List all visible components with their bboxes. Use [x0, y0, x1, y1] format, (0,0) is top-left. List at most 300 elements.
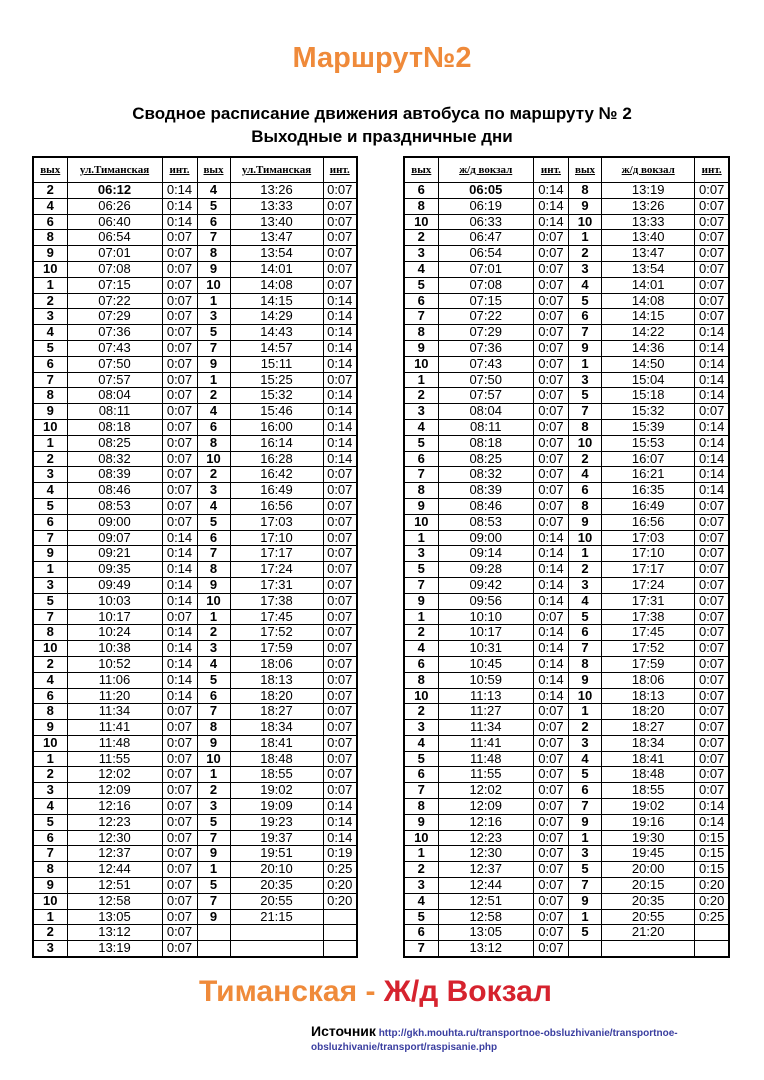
depot-number-cell: 2 — [404, 625, 438, 641]
depot-number-cell: 10 — [33, 641, 67, 657]
depot-number-cell: 9 — [197, 356, 230, 372]
interval-cell: 0:07 — [323, 751, 357, 767]
depot-number-cell: 1 — [33, 751, 67, 767]
depot-number-cell: 5 — [197, 878, 230, 894]
departure-time-cell: 14:43 — [230, 325, 323, 341]
departure-time-cell: 08:53 — [67, 498, 162, 514]
column-header-depot-number: вых — [404, 157, 438, 183]
table-row — [404, 909, 729, 925]
interval-cell — [323, 909, 357, 925]
depot-number-cell: 2 — [33, 451, 67, 467]
interval-cell: 0:14 — [695, 483, 729, 499]
table-row — [404, 451, 729, 467]
depot-number-cell: 2 — [404, 230, 438, 246]
interval-cell: 0:07 — [695, 751, 729, 767]
interval-cell: 0:15 — [695, 862, 729, 878]
departure-time-cell: 14:15 — [602, 309, 695, 325]
departure-time-cell: 06:40 — [67, 214, 162, 230]
departure-time-cell: 14:50 — [602, 356, 695, 372]
depot-number-cell: 1 — [568, 356, 601, 372]
depot-number-cell: 7 — [33, 372, 67, 388]
departure-time-cell: 13:47 — [230, 230, 323, 246]
interval-cell: 0:14 — [695, 451, 729, 467]
table-row — [404, 625, 729, 641]
table-row — [404, 893, 729, 909]
depot-number-cell: 9 — [197, 846, 230, 862]
depot-number-cell: 6 — [33, 214, 67, 230]
departure-time-cell: 12:16 — [438, 814, 533, 830]
depot-number-cell: 6 — [33, 688, 67, 704]
interval-cell: 0:07 — [162, 498, 197, 514]
table-row — [33, 404, 357, 420]
departure-time-cell: 18:48 — [602, 767, 695, 783]
table-row — [33, 498, 357, 514]
depot-number-cell: 1 — [568, 830, 601, 846]
depot-number-cell: 5 — [33, 593, 67, 609]
depot-number-cell: 4 — [404, 419, 438, 435]
departure-time-cell: 15:11 — [230, 356, 323, 372]
column-header-depot-number: вых — [568, 157, 601, 183]
depot-number-cell: 1 — [404, 372, 438, 388]
depot-number-cell: 9 — [33, 546, 67, 562]
depot-number-cell: 6 — [33, 514, 67, 530]
depot-number-cell: 9 — [197, 735, 230, 751]
interval-cell: 0:14 — [695, 467, 729, 483]
depot-number-cell: 4 — [404, 893, 438, 909]
depot-number-cell: 7 — [404, 941, 438, 957]
interval-cell: 0:14 — [323, 340, 357, 356]
depot-number-cell: 4 — [33, 672, 67, 688]
table-row — [33, 672, 357, 688]
departure-time-cell: 09:07 — [67, 530, 162, 546]
table-row — [404, 846, 729, 862]
departure-time-cell: 08:04 — [438, 404, 533, 420]
departure-time-cell: 14:01 — [230, 261, 323, 277]
table-row — [404, 277, 729, 293]
departure-time-cell: 17:59 — [602, 656, 695, 672]
departure-time-cell: 19:02 — [230, 783, 323, 799]
depot-number-cell: 10 — [33, 261, 67, 277]
departure-time-cell: 20:55 — [602, 909, 695, 925]
depot-number-cell: 5 — [404, 277, 438, 293]
departure-time-cell: 14:08 — [602, 293, 695, 309]
departure-time-cell: 15:39 — [602, 419, 695, 435]
departure-time-cell: 07:36 — [438, 340, 533, 356]
depot-number-cell: 10 — [404, 688, 438, 704]
table-row — [33, 514, 357, 530]
depot-number-cell: 9 — [568, 198, 601, 214]
departure-time-cell: 12:23 — [438, 830, 533, 846]
table-row — [404, 767, 729, 783]
interval-cell: 0:07 — [323, 467, 357, 483]
table-row — [33, 609, 357, 625]
interval-cell: 0:07 — [533, 925, 568, 941]
interval-cell: 0:07 — [533, 799, 568, 815]
depot-number-cell: 7 — [33, 609, 67, 625]
interval-cell: 0:07 — [533, 514, 568, 530]
interval-cell: 0:14 — [695, 372, 729, 388]
departure-time-cell: 11:55 — [438, 767, 533, 783]
interval-cell: 0:07 — [323, 562, 357, 578]
depot-number-cell: 4 — [404, 641, 438, 657]
depot-number-cell: 8 — [33, 625, 67, 641]
departure-time-cell: 13:54 — [230, 246, 323, 262]
table-row — [404, 656, 729, 672]
interval-cell: 0:07 — [695, 277, 729, 293]
depot-number-cell: 1 — [568, 546, 601, 562]
depot-number-cell: 3 — [33, 309, 67, 325]
table-row — [33, 246, 357, 262]
depot-number-cell: 9 — [33, 720, 67, 736]
interval-cell: 0:14 — [323, 325, 357, 341]
interval-cell: 0:07 — [323, 593, 357, 609]
subtitle-line-2: Выходные и праздничные дни — [251, 127, 513, 146]
interval-cell: 0:15 — [695, 846, 729, 862]
route-name — [199, 975, 552, 1009]
subtitle-line-1: Сводное расписание движения автобуса по маршруту № 2 — [132, 104, 632, 123]
departure-time-cell: 18:06 — [230, 656, 323, 672]
table-row — [404, 483, 729, 499]
interval-cell: 0:07 — [533, 893, 568, 909]
departure-time-cell: 12:44 — [438, 878, 533, 894]
depot-number-cell: 1 — [404, 846, 438, 862]
depot-number-cell: 7 — [197, 546, 230, 562]
interval-cell: 0:07 — [533, 783, 568, 799]
table-row — [33, 783, 357, 799]
depot-number-cell: 6 — [197, 419, 230, 435]
interval-cell: 0:14 — [695, 388, 729, 404]
interval-cell: 0:07 — [695, 720, 729, 736]
depot-number-cell: 1 — [33, 562, 67, 578]
depot-number-cell: 4 — [568, 593, 601, 609]
departure-time-cell: 16:49 — [602, 498, 695, 514]
departure-time-cell: 18:27 — [230, 704, 323, 720]
depot-number-cell — [568, 941, 601, 957]
departure-time-cell: 10:24 — [67, 625, 162, 641]
depot-number-cell: 7 — [568, 404, 601, 420]
departure-time-cell: 17:10 — [230, 530, 323, 546]
depot-number-cell: 5 — [568, 293, 601, 309]
table-row — [404, 735, 729, 751]
interval-cell: 0:07 — [162, 261, 197, 277]
depot-number-cell: 10 — [197, 751, 230, 767]
depot-number-cell: 2 — [404, 862, 438, 878]
interval-cell: 0:14 — [323, 799, 357, 815]
interval-cell: 0:14 — [533, 562, 568, 578]
depot-number-cell: 10 — [404, 514, 438, 530]
interval-cell: 0:14 — [162, 183, 197, 199]
departure-time-cell: 07:36 — [67, 325, 162, 341]
interval-cell: 0:20 — [695, 878, 729, 894]
departure-time-cell: 12:51 — [438, 893, 533, 909]
departure-time-cell: 13:12 — [438, 941, 533, 957]
table-row — [404, 246, 729, 262]
depot-number-cell: 7 — [197, 830, 230, 846]
depot-number-cell: 8 — [33, 388, 67, 404]
depot-number-cell: 8 — [197, 246, 230, 262]
table-row — [404, 593, 729, 609]
table-row — [33, 356, 357, 372]
interval-cell: 0:07 — [162, 404, 197, 420]
depot-number-cell: 3 — [404, 878, 438, 894]
departure-time-cell: 11:06 — [67, 672, 162, 688]
interval-cell: 0:07 — [533, 451, 568, 467]
departure-time-cell: 14:08 — [230, 277, 323, 293]
table-row — [404, 546, 729, 562]
table-row — [404, 862, 729, 878]
interval-cell: 0:14 — [323, 830, 357, 846]
interval-cell: 0:07 — [162, 783, 197, 799]
departure-time-cell: 06:26 — [67, 198, 162, 214]
table-row — [404, 498, 729, 514]
table-row — [404, 372, 729, 388]
interval-cell: 0:07 — [533, 325, 568, 341]
table-row — [33, 372, 357, 388]
interval-cell: 0:07 — [323, 514, 357, 530]
interval-cell: 0:14 — [162, 214, 197, 230]
table-row — [33, 277, 357, 293]
departure-time-cell: 18:41 — [602, 751, 695, 767]
depot-number-cell: 4 — [33, 483, 67, 499]
departure-time-cell: 07:01 — [438, 261, 533, 277]
interval-cell: 0:14 — [695, 814, 729, 830]
depot-number-cell — [197, 925, 230, 941]
departure-time-cell: 18:13 — [230, 672, 323, 688]
interval-cell: 0:07 — [695, 577, 729, 593]
interval-cell: 0:14 — [533, 530, 568, 546]
table-row — [404, 799, 729, 815]
depot-number-cell: 1 — [33, 435, 67, 451]
table-row — [33, 846, 357, 862]
interval-cell: 0:07 — [533, 419, 568, 435]
depot-number-cell: 6 — [33, 830, 67, 846]
interval-cell: 0:14 — [533, 577, 568, 593]
interval-cell: 0:07 — [162, 372, 197, 388]
interval-cell: 0:07 — [162, 309, 197, 325]
depot-number-cell: 10 — [568, 435, 601, 451]
interval-cell: 0:07 — [162, 751, 197, 767]
interval-cell: 0:14 — [533, 546, 568, 562]
interval-cell: 0:07 — [695, 783, 729, 799]
column-header-departure-time: ул.Тиманская — [230, 157, 323, 183]
interval-cell: 0:07 — [695, 309, 729, 325]
departure-time-cell: 08:32 — [438, 467, 533, 483]
interval-cell: 0:07 — [323, 214, 357, 230]
departure-time-cell: 12:51 — [67, 878, 162, 894]
departure-time-cell: 21:15 — [230, 909, 323, 925]
interval-cell: 0:07 — [533, 720, 568, 736]
depot-number-cell: 3 — [404, 404, 438, 420]
departure-time-cell: 08:46 — [67, 483, 162, 499]
departure-time-cell: 10:31 — [438, 641, 533, 657]
departure-time-cell: 11:55 — [67, 751, 162, 767]
departure-time-cell: 15:18 — [602, 388, 695, 404]
depot-number-cell: 9 — [404, 340, 438, 356]
interval-cell: 0:14 — [533, 688, 568, 704]
interval-cell: 0:14 — [162, 577, 197, 593]
depot-number-cell: 4 — [197, 656, 230, 672]
table-row — [404, 562, 729, 578]
interval-cell: 0:07 — [162, 941, 197, 957]
table-row — [33, 720, 357, 736]
departure-time-cell: 16:14 — [230, 435, 323, 451]
interval-cell — [323, 925, 357, 941]
interval-cell: 0:14 — [695, 799, 729, 815]
depot-number-cell: 8 — [33, 704, 67, 720]
interval-cell: 0:07 — [162, 325, 197, 341]
departure-time-cell: 07:50 — [438, 372, 533, 388]
departure-time-cell: 15:04 — [602, 372, 695, 388]
departure-time-cell: 10:45 — [438, 656, 533, 672]
departure-time-cell: 18:06 — [602, 672, 695, 688]
departure-time-cell: 12:02 — [438, 783, 533, 799]
departure-time-cell: 11:34 — [438, 720, 533, 736]
departure-time-cell: 16:42 — [230, 467, 323, 483]
interval-cell: 0:07 — [533, 309, 568, 325]
departure-time-cell: 17:17 — [602, 562, 695, 578]
depot-number-cell: 8 — [197, 562, 230, 578]
interval-cell: 0:07 — [533, 404, 568, 420]
departure-time-cell: 17:59 — [230, 641, 323, 657]
interval-cell: 0:25 — [323, 862, 357, 878]
depot-number-cell: 8 — [404, 483, 438, 499]
depot-number-cell: 3 — [568, 577, 601, 593]
table-row — [33, 325, 357, 341]
interval-cell: 0:07 — [162, 451, 197, 467]
depot-number-cell: 4 — [197, 404, 230, 420]
interval-cell: 0:07 — [323, 720, 357, 736]
departure-time-cell: 08:39 — [67, 467, 162, 483]
interval-cell — [695, 941, 729, 957]
depot-number-cell: 5 — [33, 814, 67, 830]
table-row — [404, 293, 729, 309]
interval-cell: 0:07 — [533, 467, 568, 483]
depot-number-cell: 4 — [197, 183, 230, 199]
table-row — [33, 293, 357, 309]
timanskaya-departures-table — [32, 156, 358, 958]
departure-time-cell: 15:46 — [230, 404, 323, 420]
depot-number-cell: 2 — [568, 562, 601, 578]
table-row — [33, 767, 357, 783]
source-link[interactable]: http://gkh.mouhta.ru/transportnoe-obsluzhivanie/transportnoe-obsluzhivanie/transport/raspisanie.php — [311, 1028, 678, 1053]
departure-time-cell: 17:17 — [230, 546, 323, 562]
depot-number-cell: 7 — [197, 340, 230, 356]
interval-cell: 0:19 — [323, 846, 357, 862]
departure-time-cell: 06:54 — [438, 246, 533, 262]
depot-number-cell: 8 — [568, 419, 601, 435]
depot-number-cell: 7 — [404, 467, 438, 483]
interval-cell: 0:07 — [695, 183, 729, 199]
interval-cell: 0:14 — [162, 593, 197, 609]
interval-cell: 0:07 — [323, 546, 357, 562]
depot-number-cell: 2 — [197, 467, 230, 483]
depot-number-cell: 7 — [404, 309, 438, 325]
depot-number-cell: 6 — [404, 767, 438, 783]
depot-number-cell: 10 — [33, 893, 67, 909]
departure-time-cell: 10:17 — [438, 625, 533, 641]
departure-time-cell: 17:45 — [230, 609, 323, 625]
interval-cell: 0:07 — [323, 530, 357, 546]
depot-number-cell: 2 — [568, 246, 601, 262]
table-row — [404, 356, 729, 372]
depot-number-cell: 1 — [197, 609, 230, 625]
departure-time-cell: 14:15 — [230, 293, 323, 309]
table-row — [33, 562, 357, 578]
departure-time-cell: 16:35 — [602, 483, 695, 499]
departure-time-cell: 07:43 — [438, 356, 533, 372]
table-row — [404, 720, 729, 736]
depot-number-cell: 10 — [568, 688, 601, 704]
depot-number-cell: 3 — [568, 261, 601, 277]
interval-cell: 0:07 — [323, 577, 357, 593]
depot-number-cell: 2 — [33, 293, 67, 309]
interval-cell: 0:07 — [533, 277, 568, 293]
interval-cell: 0:14 — [323, 814, 357, 830]
column-header-departure-time: ул.Тиманская — [67, 157, 162, 183]
depot-number-cell: 1 — [33, 909, 67, 925]
depot-number-cell: 3 — [404, 546, 438, 562]
interval-cell: 0:07 — [533, 435, 568, 451]
interval-cell: 0:07 — [533, 878, 568, 894]
interval-cell: 0:07 — [162, 277, 197, 293]
depot-number-cell: 6 — [404, 183, 438, 199]
route-dash: - — [357, 975, 384, 1008]
departure-time-cell: 19:45 — [602, 846, 695, 862]
depot-number-cell: 10 — [197, 593, 230, 609]
interval-cell: 0:07 — [162, 814, 197, 830]
depot-number-cell: 4 — [404, 261, 438, 277]
route-to: Ж/д Вокзал — [383, 975, 552, 1008]
table-row — [404, 830, 729, 846]
table-row — [33, 656, 357, 672]
table-row — [404, 325, 729, 341]
departure-time-cell: 18:20 — [230, 688, 323, 704]
depot-number-cell: 7 — [568, 325, 601, 341]
interval-cell: 0:07 — [323, 735, 357, 751]
interval-cell: 0:14 — [162, 672, 197, 688]
depot-number-cell: 9 — [197, 577, 230, 593]
column-header-departure-time: ж/д вокзал — [602, 157, 695, 183]
interval-cell: 0:25 — [695, 909, 729, 925]
depot-number-cell: 7 — [568, 878, 601, 894]
table-row — [404, 704, 729, 720]
departure-time-cell — [230, 925, 323, 941]
depot-number-cell: 6 — [568, 783, 601, 799]
departure-time-cell: 18:48 — [230, 751, 323, 767]
interval-cell: 0:07 — [162, 909, 197, 925]
departure-time-cell: 13:05 — [67, 909, 162, 925]
departure-time-cell: 15:32 — [602, 404, 695, 420]
departure-time-cell: 08:18 — [67, 419, 162, 435]
departure-time-cell: 07:29 — [438, 325, 533, 341]
depot-number-cell: 2 — [404, 704, 438, 720]
departure-time-cell: 07:15 — [438, 293, 533, 309]
depot-number-cell: 5 — [197, 672, 230, 688]
table-row — [33, 214, 357, 230]
departure-time-cell: 13:40 — [230, 214, 323, 230]
depot-number-cell: 6 — [404, 656, 438, 672]
depot-number-cell: 10 — [404, 356, 438, 372]
interval-cell: 0:07 — [323, 277, 357, 293]
departure-time-cell: 08:53 — [438, 514, 533, 530]
departure-time-cell: 07:57 — [438, 388, 533, 404]
departure-time-cell: 21:20 — [602, 925, 695, 941]
departure-time-cell: 15:53 — [602, 435, 695, 451]
table-row — [404, 514, 729, 530]
interval-cell: 0:07 — [695, 641, 729, 657]
depot-number-cell: 3 — [568, 846, 601, 862]
depot-number-cell: 9 — [404, 498, 438, 514]
